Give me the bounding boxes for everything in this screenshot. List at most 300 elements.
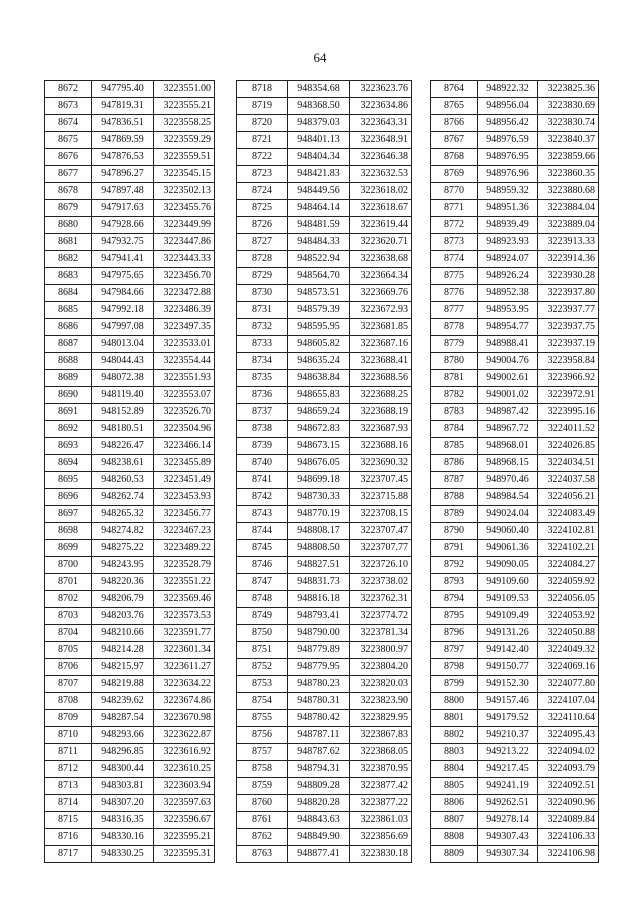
table-row (431, 132, 599, 149)
x-coordinate: 948573.51 (288, 285, 350, 302)
x-coordinate: 948180.51 (92, 421, 154, 438)
table-row (45, 251, 215, 268)
x-coordinate: 948638.84 (288, 370, 350, 387)
y-coordinate: 3223840.37 (538, 132, 599, 149)
point-number: 8727 (237, 234, 288, 251)
x-coordinate: 949210.37 (478, 727, 538, 744)
point-number: 8750 (237, 625, 288, 642)
y-coordinate: 3223823.90 (350, 693, 412, 710)
table-row (45, 761, 215, 778)
x-coordinate: 948330.16 (92, 829, 154, 846)
point-number: 8772 (431, 217, 478, 234)
point-number: 8706 (45, 659, 92, 676)
y-coordinate: 3223688.19 (350, 404, 412, 421)
point-number: 8795 (431, 608, 478, 625)
y-coordinate: 3223913.33 (538, 234, 599, 251)
x-coordinate: 947941.41 (92, 251, 154, 268)
x-coordinate: 948849.90 (288, 829, 350, 846)
table-row (237, 659, 412, 676)
y-coordinate: 3223877.22 (350, 795, 412, 812)
x-coordinate: 948794.31 (288, 761, 350, 778)
x-coordinate: 948404.34 (288, 149, 350, 166)
point-number: 8673 (45, 98, 92, 115)
table-row (45, 710, 215, 727)
point-number: 8797 (431, 642, 478, 659)
point-number: 8758 (237, 761, 288, 778)
point-number: 8809 (431, 846, 478, 863)
point-number: 8675 (45, 132, 92, 149)
point-number: 8676 (45, 149, 92, 166)
point-number: 8711 (45, 744, 92, 761)
x-coordinate: 948988.41 (478, 336, 538, 353)
point-number: 8802 (431, 727, 478, 744)
point-number: 8784 (431, 421, 478, 438)
table-row (237, 778, 412, 795)
table-row (45, 591, 215, 608)
x-coordinate: 949150.77 (478, 659, 538, 676)
table-row (431, 336, 599, 353)
table-row (45, 183, 215, 200)
table-row (45, 693, 215, 710)
point-number: 8716 (45, 829, 92, 846)
x-coordinate: 947836.51 (92, 115, 154, 132)
y-coordinate: 3224106.33 (538, 829, 599, 846)
y-coordinate: 3224084.27 (538, 557, 599, 574)
point-number: 8806 (431, 795, 478, 812)
x-coordinate: 948984.54 (478, 489, 538, 506)
table-row (237, 795, 412, 812)
point-number: 8743 (237, 506, 288, 523)
x-coordinate: 948595.95 (288, 319, 350, 336)
x-coordinate: 948214.28 (92, 642, 154, 659)
y-coordinate: 3224053.92 (538, 608, 599, 625)
x-coordinate: 949213.22 (478, 744, 538, 761)
y-coordinate: 3224049.32 (538, 642, 599, 659)
y-coordinate: 3223870.95 (350, 761, 412, 778)
table-row (237, 132, 412, 149)
y-coordinate: 3224050.88 (538, 625, 599, 642)
y-coordinate: 3224090.96 (538, 795, 599, 812)
y-coordinate: 3223707.45 (350, 472, 412, 489)
y-coordinate: 3224034.51 (538, 455, 599, 472)
y-coordinate: 3223966.92 (538, 370, 599, 387)
x-coordinate: 948206.79 (92, 591, 154, 608)
y-coordinate: 3223638.68 (350, 251, 412, 268)
point-number: 8754 (237, 693, 288, 710)
y-coordinate: 3223623.76 (350, 81, 412, 98)
point-number: 8712 (45, 761, 92, 778)
y-coordinate: 3223616.92 (154, 744, 215, 761)
point-number: 8708 (45, 693, 92, 710)
table-row (237, 472, 412, 489)
table-row (431, 200, 599, 217)
y-coordinate: 3223687.16 (350, 336, 412, 353)
point-number: 8761 (237, 812, 288, 829)
table-row (237, 81, 412, 98)
x-coordinate: 948780.31 (288, 693, 350, 710)
point-number: 8701 (45, 574, 92, 591)
y-coordinate: 3223455.89 (154, 455, 215, 472)
y-coordinate: 3223466.14 (154, 438, 215, 455)
y-coordinate: 3223877.42 (350, 778, 412, 795)
point-number: 8783 (431, 404, 478, 421)
point-number: 8693 (45, 438, 92, 455)
table-row (45, 642, 215, 659)
table-row (431, 404, 599, 421)
x-coordinate: 948330.25 (92, 846, 154, 863)
table-row (237, 744, 412, 761)
x-coordinate: 948659.24 (288, 404, 350, 421)
point-number: 8714 (45, 795, 92, 812)
x-coordinate: 948672.83 (288, 421, 350, 438)
x-coordinate: 948831.73 (288, 574, 350, 591)
x-coordinate: 948959.32 (478, 183, 538, 200)
y-coordinate: 3223443.33 (154, 251, 215, 268)
point-number: 8731 (237, 302, 288, 319)
table-row (237, 710, 412, 727)
table-row (237, 455, 412, 472)
point-number: 8741 (237, 472, 288, 489)
y-coordinate: 3223688.41 (350, 353, 412, 370)
y-coordinate: 3223595.31 (154, 846, 215, 863)
y-coordinate: 3223707.47 (350, 523, 412, 540)
table-row (237, 540, 412, 557)
y-coordinate: 3223634.86 (350, 98, 412, 115)
y-coordinate: 3223829.95 (350, 710, 412, 727)
y-coordinate: 3223688.56 (350, 370, 412, 387)
table-row (45, 336, 215, 353)
point-number: 8785 (431, 438, 478, 455)
point-number: 8792 (431, 557, 478, 574)
y-coordinate: 3223672.93 (350, 302, 412, 319)
y-coordinate: 3223669.76 (350, 285, 412, 302)
point-number: 8773 (431, 234, 478, 251)
point-number: 8777 (431, 302, 478, 319)
x-coordinate: 947819.31 (92, 98, 154, 115)
table-row (45, 846, 215, 863)
table-row (431, 387, 599, 404)
x-coordinate: 947897.48 (92, 183, 154, 200)
table-row (237, 387, 412, 404)
point-number: 8796 (431, 625, 478, 642)
point-number: 8683 (45, 268, 92, 285)
x-coordinate: 948673.15 (288, 438, 350, 455)
point-number: 8801 (431, 710, 478, 727)
point-number: 8707 (45, 676, 92, 693)
table-row (45, 149, 215, 166)
point-number: 8704 (45, 625, 92, 642)
point-number: 8692 (45, 421, 92, 438)
x-coordinate: 948274.82 (92, 523, 154, 540)
point-number: 8790 (431, 523, 478, 540)
table-row (431, 438, 599, 455)
x-coordinate: 948564.70 (288, 268, 350, 285)
y-coordinate: 3224011.52 (538, 421, 599, 438)
y-coordinate: 3224107.04 (538, 693, 599, 710)
point-number: 8719 (237, 98, 288, 115)
x-coordinate: 948953.95 (478, 302, 538, 319)
point-number: 8770 (431, 183, 478, 200)
x-coordinate: 947928.66 (92, 217, 154, 234)
y-coordinate: 3224110.64 (538, 710, 599, 727)
x-coordinate: 948923.93 (478, 234, 538, 251)
table-row (237, 557, 412, 574)
y-coordinate: 3224037.58 (538, 472, 599, 489)
point-number: 8726 (237, 217, 288, 234)
point-number: 8746 (237, 557, 288, 574)
y-coordinate: 3223681.85 (350, 319, 412, 336)
table-row (45, 217, 215, 234)
table-row (237, 506, 412, 523)
x-coordinate: 948296.85 (92, 744, 154, 761)
x-coordinate: 948967.72 (478, 421, 538, 438)
table-row (237, 523, 412, 540)
point-number: 8755 (237, 710, 288, 727)
table-row (431, 642, 599, 659)
table-row (45, 608, 215, 625)
x-coordinate: 948215.97 (92, 659, 154, 676)
table-row (237, 336, 412, 353)
table-row (45, 115, 215, 132)
point-number: 8751 (237, 642, 288, 659)
x-coordinate: 949241.19 (478, 778, 538, 795)
y-coordinate: 3223551.00 (154, 81, 215, 98)
table-row (237, 489, 412, 506)
point-number: 8775 (431, 268, 478, 285)
y-coordinate: 3223860.35 (538, 166, 599, 183)
table-row (237, 421, 412, 438)
point-number: 8689 (45, 370, 92, 387)
table-row (237, 846, 412, 863)
point-number: 8786 (431, 455, 478, 472)
x-coordinate: 948635.24 (288, 353, 350, 370)
point-number: 8723 (237, 166, 288, 183)
table-row (237, 217, 412, 234)
table-row (237, 591, 412, 608)
y-coordinate: 3223643.31 (350, 115, 412, 132)
x-coordinate: 949278.14 (478, 812, 538, 829)
table-row (45, 166, 215, 183)
y-coordinate: 3223937.19 (538, 336, 599, 353)
table-row (237, 319, 412, 336)
y-coordinate: 3223715.88 (350, 489, 412, 506)
y-coordinate: 3223559.51 (154, 149, 215, 166)
table-row (431, 149, 599, 166)
y-coordinate: 3223489.22 (154, 540, 215, 557)
table-row (431, 166, 599, 183)
table-row (237, 302, 412, 319)
y-coordinate: 3223958.84 (538, 353, 599, 370)
point-number: 8691 (45, 404, 92, 421)
point-number: 8793 (431, 574, 478, 591)
x-coordinate: 949179.52 (478, 710, 538, 727)
point-number: 8697 (45, 506, 92, 523)
x-coordinate: 948790.00 (288, 625, 350, 642)
x-coordinate: 948952.38 (478, 285, 538, 302)
y-coordinate: 3223914.36 (538, 251, 599, 268)
point-number: 8763 (237, 846, 288, 863)
point-number: 8703 (45, 608, 92, 625)
table-row (45, 353, 215, 370)
x-coordinate: 948699.18 (288, 472, 350, 489)
point-number: 8780 (431, 353, 478, 370)
y-coordinate: 3223611.27 (154, 659, 215, 676)
point-number: 8765 (431, 98, 478, 115)
x-coordinate: 948787.11 (288, 727, 350, 744)
x-coordinate: 948484.33 (288, 234, 350, 251)
x-coordinate: 948421.83 (288, 166, 350, 183)
y-coordinate: 3224089.84 (538, 812, 599, 829)
table-row (45, 268, 215, 285)
y-coordinate: 3223533.01 (154, 336, 215, 353)
coordinate-table-3 (430, 80, 599, 863)
y-coordinate: 3223559.29 (154, 132, 215, 149)
x-coordinate: 947896.27 (92, 166, 154, 183)
point-number: 8674 (45, 115, 92, 132)
point-number: 8720 (237, 115, 288, 132)
table-row (237, 812, 412, 829)
x-coordinate: 947869.59 (92, 132, 154, 149)
table-row (45, 132, 215, 149)
x-coordinate: 948238.61 (92, 455, 154, 472)
y-coordinate: 3223601.34 (154, 642, 215, 659)
table-row (45, 387, 215, 404)
x-coordinate: 948354.68 (288, 81, 350, 98)
x-coordinate: 949002.61 (478, 370, 538, 387)
table-row (431, 302, 599, 319)
y-coordinate: 3223825.36 (538, 81, 599, 98)
page-number: 64 (313, 50, 327, 65)
x-coordinate: 948730.33 (288, 489, 350, 506)
table-row (431, 727, 599, 744)
y-coordinate: 3223884.04 (538, 200, 599, 217)
x-coordinate: 947917.63 (92, 200, 154, 217)
table-row (237, 251, 412, 268)
table-row (431, 608, 599, 625)
table-row (45, 829, 215, 846)
y-coordinate: 3223472.88 (154, 285, 215, 302)
point-number: 8745 (237, 540, 288, 557)
x-coordinate: 948676.05 (288, 455, 350, 472)
y-coordinate: 3223451.49 (154, 472, 215, 489)
y-coordinate: 3223830.74 (538, 115, 599, 132)
table-row (431, 421, 599, 438)
y-coordinate: 3223447.86 (154, 234, 215, 251)
x-coordinate: 948210.66 (92, 625, 154, 642)
table-row (237, 370, 412, 387)
y-coordinate: 3223688.16 (350, 438, 412, 455)
y-coordinate: 3224102.81 (538, 523, 599, 540)
point-number: 8705 (45, 642, 92, 659)
table-row (237, 625, 412, 642)
table-row (45, 778, 215, 795)
point-number: 8682 (45, 251, 92, 268)
x-coordinate: 949061.36 (478, 540, 538, 557)
y-coordinate: 3223618.67 (350, 200, 412, 217)
x-coordinate: 949152.30 (478, 676, 538, 693)
x-coordinate: 947932.75 (92, 234, 154, 251)
point-number: 8776 (431, 285, 478, 302)
x-coordinate: 948226.47 (92, 438, 154, 455)
table-row (237, 404, 412, 421)
y-coordinate: 3223610.25 (154, 761, 215, 778)
point-number: 8718 (237, 81, 288, 98)
y-coordinate: 3223573.53 (154, 608, 215, 625)
point-number: 8736 (237, 387, 288, 404)
x-coordinate: 949024.04 (478, 506, 538, 523)
x-coordinate: 949060.40 (478, 523, 538, 540)
y-coordinate: 3223634.22 (154, 676, 215, 693)
y-coordinate: 3223486.39 (154, 302, 215, 319)
table-row (45, 574, 215, 591)
table-row (45, 557, 215, 574)
table-row (45, 200, 215, 217)
table-row (431, 795, 599, 812)
x-coordinate: 948922.32 (478, 81, 538, 98)
x-coordinate: 948956.42 (478, 115, 538, 132)
table-row (431, 251, 599, 268)
y-coordinate: 3223553.07 (154, 387, 215, 404)
x-coordinate: 949142.40 (478, 642, 538, 659)
y-coordinate: 3224083.49 (538, 506, 599, 523)
point-number: 8807 (431, 812, 478, 829)
y-coordinate: 3224077.80 (538, 676, 599, 693)
y-coordinate: 3223632.53 (350, 166, 412, 183)
x-coordinate: 948307.20 (92, 795, 154, 812)
x-coordinate: 947997.08 (92, 319, 154, 336)
y-coordinate: 3223937.75 (538, 319, 599, 336)
table-row (45, 625, 215, 642)
point-number: 8729 (237, 268, 288, 285)
table-row (45, 506, 215, 523)
x-coordinate: 948262.74 (92, 489, 154, 506)
x-coordinate: 948968.01 (478, 438, 538, 455)
x-coordinate: 948203.76 (92, 608, 154, 625)
y-coordinate: 3223861.03 (350, 812, 412, 829)
x-coordinate: 948219.88 (92, 676, 154, 693)
point-number: 8672 (45, 81, 92, 98)
point-number: 8699 (45, 540, 92, 557)
x-coordinate: 948013.04 (92, 336, 154, 353)
point-number: 8694 (45, 455, 92, 472)
y-coordinate: 3223545.15 (154, 166, 215, 183)
point-number: 8794 (431, 591, 478, 608)
y-coordinate: 3223569.46 (154, 591, 215, 608)
table-row (45, 370, 215, 387)
table-row (431, 761, 599, 778)
x-coordinate: 947984.66 (92, 285, 154, 302)
y-coordinate: 3223937.80 (538, 285, 599, 302)
point-number: 8762 (237, 829, 288, 846)
table-row (431, 523, 599, 540)
y-coordinate: 3223551.93 (154, 370, 215, 387)
x-coordinate: 948976.95 (478, 149, 538, 166)
point-number: 8722 (237, 149, 288, 166)
x-coordinate: 948449.56 (288, 183, 350, 200)
table-row (237, 183, 412, 200)
point-number: 8757 (237, 744, 288, 761)
table-row (431, 268, 599, 285)
y-coordinate: 3223504.96 (154, 421, 215, 438)
y-coordinate: 3223456.77 (154, 506, 215, 523)
y-coordinate: 3224056.05 (538, 591, 599, 608)
point-number: 8791 (431, 540, 478, 557)
table-row (237, 761, 412, 778)
coordinate-table-1 (44, 80, 215, 863)
x-coordinate: 948379.03 (288, 115, 350, 132)
y-coordinate: 3223595.21 (154, 829, 215, 846)
x-coordinate: 948260.53 (92, 472, 154, 489)
